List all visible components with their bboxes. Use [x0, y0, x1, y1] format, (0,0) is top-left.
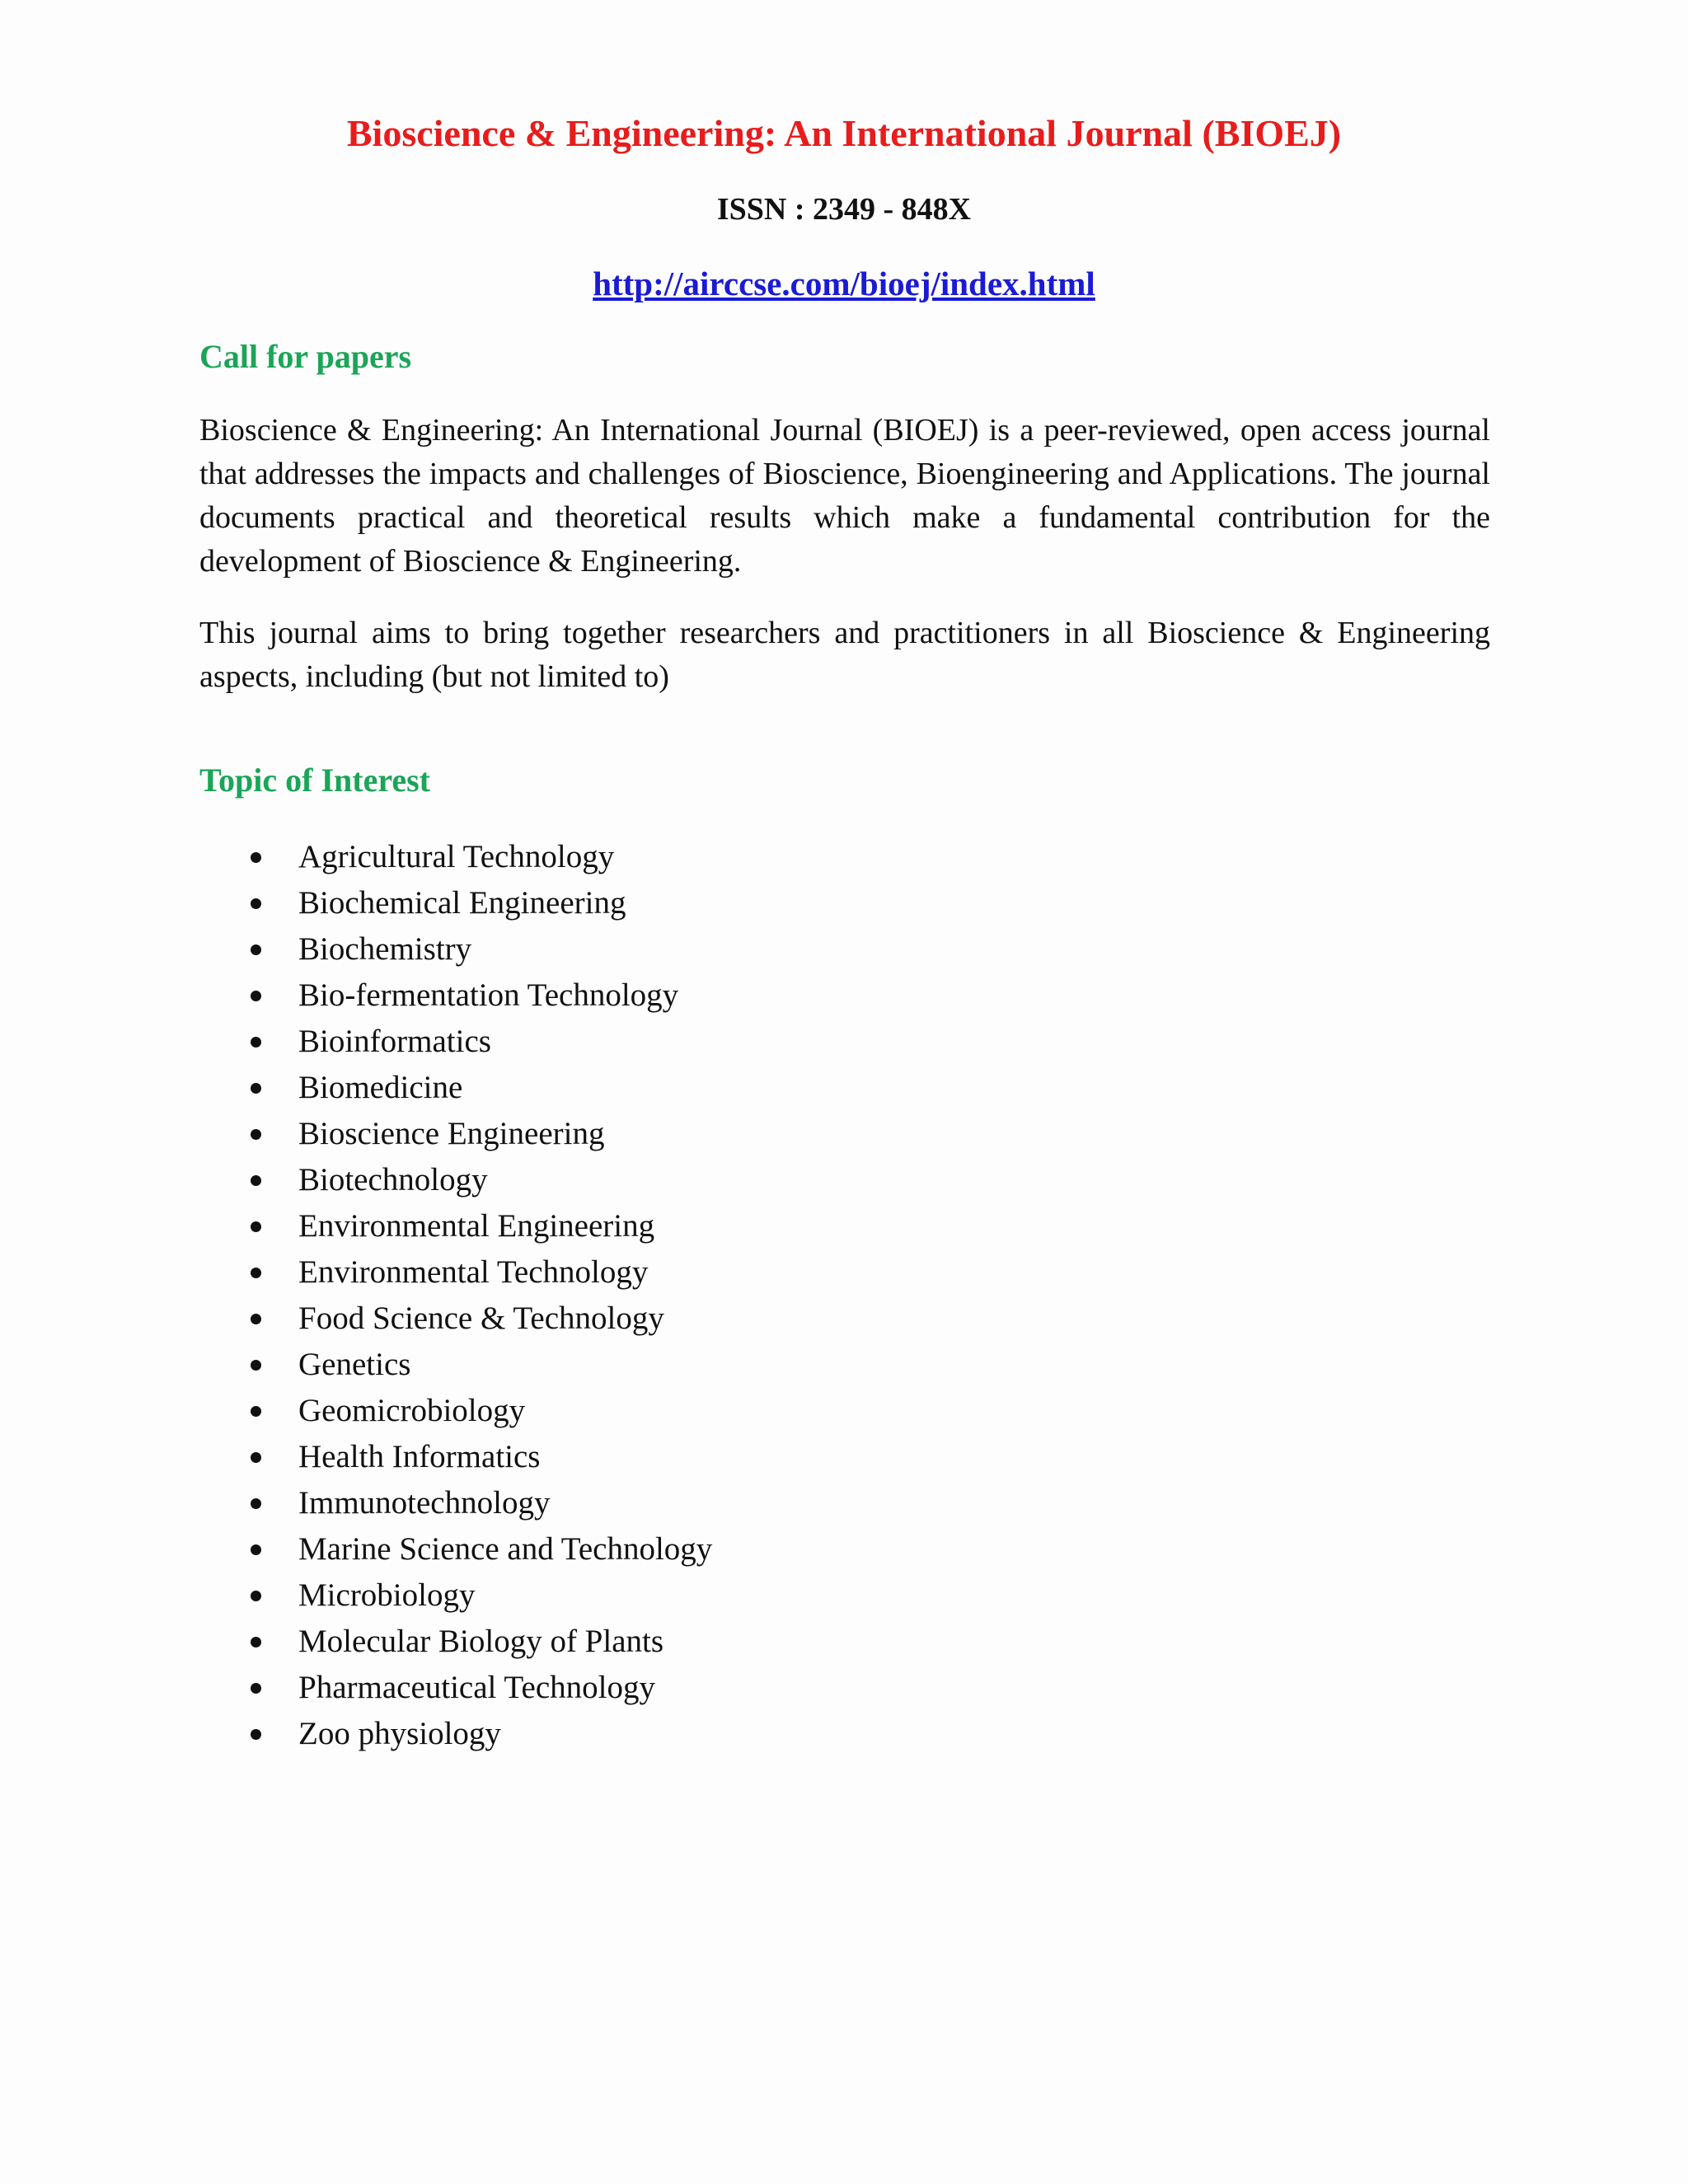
issn-number: ISSN : 2349 - 848X: [716, 192, 972, 227]
topic-label: Bioinformatics: [298, 1024, 491, 1059]
topic-label: Bioscience Engineering: [298, 1116, 605, 1151]
topic-label: Biotechnology: [298, 1162, 488, 1197]
bullet-icon: [251, 1083, 261, 1094]
topic-label: Health Informatics: [298, 1439, 541, 1474]
bullet-icon: [251, 1129, 261, 1140]
topic-label: Immunotechnology: [298, 1485, 551, 1521]
list-item: [199, 1296, 712, 1342]
bullet-icon: [251, 1175, 261, 1186]
topic-label: Environmental Technology: [298, 1254, 649, 1290]
topics-list: [199, 834, 712, 1757]
intro-paragraph: Bioscience & Engineering: An International Journal (BIOEJ) is a peer-reviewed, open access journal that addresses the impacts and challenges of Bioscience, Bioengineering and Applications. The journal documents practical and theoretical results which make a fundamental contribution for the development of Bioscience & Engineering.: [199, 413, 1490, 579]
list-item: [199, 1065, 712, 1111]
list-item: [199, 880, 712, 926]
bullet-icon: [251, 944, 261, 955]
topic-label: Geomicrobiology: [298, 1393, 526, 1428]
list-item: [199, 1203, 712, 1249]
bullet-icon: [251, 898, 261, 909]
list-item: [199, 834, 712, 880]
list-item: [199, 1019, 712, 1065]
topic-label: Zoo physiology: [298, 1716, 501, 1751]
topic-label: Marine Science and Technology: [298, 1531, 713, 1567]
topic-label: Food Science & Technology: [298, 1301, 664, 1336]
list-item: [199, 1434, 712, 1480]
bullet-icon: [251, 1729, 261, 1740]
list-item: [199, 1388, 712, 1434]
bullet-icon: [251, 1037, 261, 1047]
list-item: [199, 1711, 712, 1757]
bullet-icon: [251, 1360, 261, 1371]
list-item: [199, 1619, 712, 1665]
topic-label: Biochemical Engineering: [298, 885, 626, 921]
list-item: [199, 1249, 712, 1296]
topic-label: Environmental Engineering: [298, 1208, 655, 1244]
bullet-icon: [251, 1452, 261, 1463]
topic-label: Agricultural Technology: [298, 839, 615, 874]
bullet-icon: [251, 991, 261, 1001]
list-item: [199, 972, 712, 1019]
bullet-icon: [251, 1221, 261, 1232]
bullet-icon: [251, 1314, 261, 1324]
bullet-icon: [251, 852, 261, 863]
bullet-icon: [251, 1683, 261, 1694]
list-item: [199, 926, 712, 972]
topic-label: Microbiology: [298, 1577, 476, 1613]
scope-paragraph: This journal aims to bring together researchers and practitioners in all Bioscience & Engineering aspects, including (but not limited to): [199, 616, 1490, 694]
list-item: [199, 1572, 712, 1619]
bullet-icon: [251, 1544, 261, 1555]
call-for-papers-heading: Call for papers: [199, 338, 412, 375]
list-item: [199, 1480, 712, 1526]
bullet-icon: [251, 1498, 261, 1509]
topic-of-interest-heading: Topic of Interest: [199, 762, 430, 799]
journal-title: Bioscience & Engineering: An International Journal (BIOEJ): [346, 112, 1342, 154]
bullet-icon: [251, 1591, 261, 1601]
journal-url-link[interactable]: http://airccse.com/bioej/index.html: [593, 265, 1095, 302]
bullet-icon: [251, 1268, 261, 1278]
list-item: [199, 1526, 712, 1572]
list-item: [199, 1157, 712, 1203]
journal-url: [0, 260, 1688, 307]
topic-label: Bio-fermentation Technology: [298, 977, 679, 1013]
bullet-icon: [251, 1637, 261, 1647]
topic-label: Pharmaceutical Technology: [298, 1670, 655, 1705]
topic-label: Biochemistry: [298, 931, 472, 967]
list-item: [199, 1665, 712, 1711]
list-item: [199, 1111, 712, 1157]
list-item: [199, 1342, 712, 1388]
topic-label: Molecular Biology of Plants: [298, 1624, 664, 1659]
bullet-icon: [251, 1406, 261, 1417]
topic-label: Biomedicine: [298, 1070, 463, 1105]
topic-label: Genetics: [298, 1347, 411, 1382]
